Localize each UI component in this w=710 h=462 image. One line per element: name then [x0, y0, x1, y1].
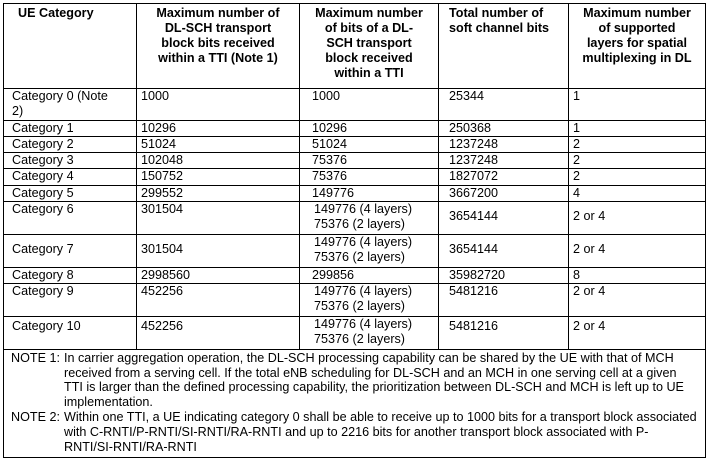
table-notes — [4, 350, 705, 454]
note-1 — [4, 351, 705, 409]
cell-max-tb-bits: 102048 — [137, 153, 300, 168]
cell-max-bits-per-tb: 149776 (4 layers) 75376 (2 layers) — [300, 317, 439, 349]
header-max-layers: Maximum number of supported layers for spatial multiplexing in DL — [582, 6, 692, 65]
cell-category: Category 0 (Note 2) — [4, 89, 137, 120]
cell-max-bits-per-tb: 10296 — [300, 121, 439, 136]
cell-max-tb-bits: 301504 — [137, 235, 300, 267]
cell-max-tb-bits: 2998560 — [137, 268, 300, 283]
cell-max-tb-bits: 1000 — [137, 89, 300, 120]
cell-category: Category 3 — [4, 153, 137, 168]
cell-category: Category 1 — [4, 121, 137, 136]
table-row — [4, 317, 705, 350]
cell-category: Category 10 — [4, 317, 137, 349]
cell-max-bits-per-tb: 149776 — [300, 186, 439, 201]
cell-category: Category 4 — [4, 169, 137, 185]
cell-category: Category 7 — [4, 235, 137, 267]
note-2 — [4, 410, 705, 454]
cell-layers: 8 — [573, 268, 581, 282]
cell-max-bits-per-tb: 75376 — [300, 169, 439, 185]
cell-soft-bits: 1827072 — [439, 169, 569, 185]
cell-layers: 2 — [573, 169, 581, 183]
cell-layers: 2 or 4 — [573, 319, 606, 333]
cell-category: Category 5 — [4, 186, 137, 201]
header-max-bits-per-tb: Maximum number of bits of a DL- SCH transport block received within a TTI — [300, 4, 439, 88]
cell-max-tb-bits: 10296 — [137, 121, 300, 136]
cell-layers: 1 — [573, 121, 581, 135]
table-row — [4, 268, 705, 284]
table-row — [4, 202, 705, 235]
table-row — [4, 89, 705, 121]
cell-soft-bits: 5481216 — [439, 284, 569, 316]
table-row — [4, 235, 705, 268]
cell-category: Category 8 — [4, 268, 137, 283]
cell-max-tb-bits: 150752 — [137, 169, 300, 185]
cell-max-bits-per-tb: 1000 — [300, 89, 439, 120]
cell-layers: 2 — [573, 137, 581, 151]
table-row — [4, 186, 705, 202]
cell-layers: 4 — [573, 186, 581, 200]
note-1-label: NOTE 1: — [11, 351, 60, 365]
cell-max-bits-per-tb: 149776 (4 layers) 75376 (2 layers) — [300, 284, 439, 316]
cell-max-bits-per-tb: 149776 (4 layers) 75376 (2 layers) — [300, 235, 439, 267]
cell-max-bits-per-tb: 299856 — [300, 268, 439, 283]
cell-soft-bits: 35982720 — [439, 268, 569, 283]
cell-soft-bits: 1237248 — [439, 137, 569, 152]
cell-layers: 2 or 4 — [573, 284, 606, 298]
table-row — [4, 137, 705, 153]
cell-max-tb-bits: 452256 — [137, 317, 300, 349]
header-ue-category: UE Category — [4, 4, 137, 88]
table-header-row — [4, 4, 705, 89]
table-row — [4, 121, 705, 137]
table-row — [4, 284, 705, 317]
cell-soft-bits: 1237248 — [439, 153, 569, 168]
cell-category: Category 6 — [4, 202, 137, 234]
cell-max-bits-per-tb: 149776 (4 layers) 75376 (2 layers) — [300, 202, 439, 234]
note-1-text: In carrier aggregation operation, the DL-SCH processing capability can be shared by the UE with that of MCH received from a serving cell. If the total eNB scheduling for DL-SCH and an MCH in one serving cell at a given TTI is larger than the defined processing capability, the prioritization between DL-SCH and MCH is left up to UE implementation. — [64, 351, 684, 409]
cell-soft-bits: 3667200 — [439, 186, 569, 201]
header-soft-channel-bits: Total number of soft channel bits — [439, 4, 569, 88]
cell-max-tb-bits: 51024 — [137, 137, 300, 152]
note-2-label: NOTE 2: — [11, 410, 60, 425]
table-row — [4, 169, 705, 186]
table-row — [4, 153, 705, 169]
cell-soft-bits: 25344 — [439, 89, 569, 120]
cell-max-tb-bits: 301504 — [137, 202, 300, 234]
cell-soft-bits: 250368 — [439, 121, 569, 136]
cell-layers: 1 — [573, 89, 581, 103]
ue-category-table — [3, 3, 706, 458]
cell-max-tb-bits: 452256 — [137, 284, 300, 316]
header-max-dlsch-tb-bits: Maximum number of DL-SCH transport block bits received within a TTI (Note 1) — [137, 4, 300, 88]
cell-category: Category 9 — [4, 284, 137, 316]
cell-max-bits-per-tb: 51024 — [300, 137, 439, 152]
cell-max-tb-bits: 299552 — [137, 186, 300, 201]
cell-layers: 2 or 4 — [573, 209, 606, 223]
cell-soft-bits: 3654144 — [439, 202, 569, 234]
cell-layers: 2 or 4 — [573, 242, 606, 256]
cell-soft-bits: 3654144 — [439, 235, 569, 267]
cell-category: Category 2 — [4, 137, 137, 152]
note-2-text: Within one TTI, a UE indicating category 0 shall be able to receive up to 1000 bits for a transport block associated with C-RNTI/P-RNTI/SI-RNTI/RA-RNTI and up to 2216 bits for another transport block associated with P-RNTI/SI-RNTI/RA-RNTI — [64, 410, 697, 454]
cell-soft-bits: 5481216 — [439, 317, 569, 349]
cell-layers: 2 — [573, 153, 581, 167]
cell-max-bits-per-tb: 75376 — [300, 153, 439, 168]
